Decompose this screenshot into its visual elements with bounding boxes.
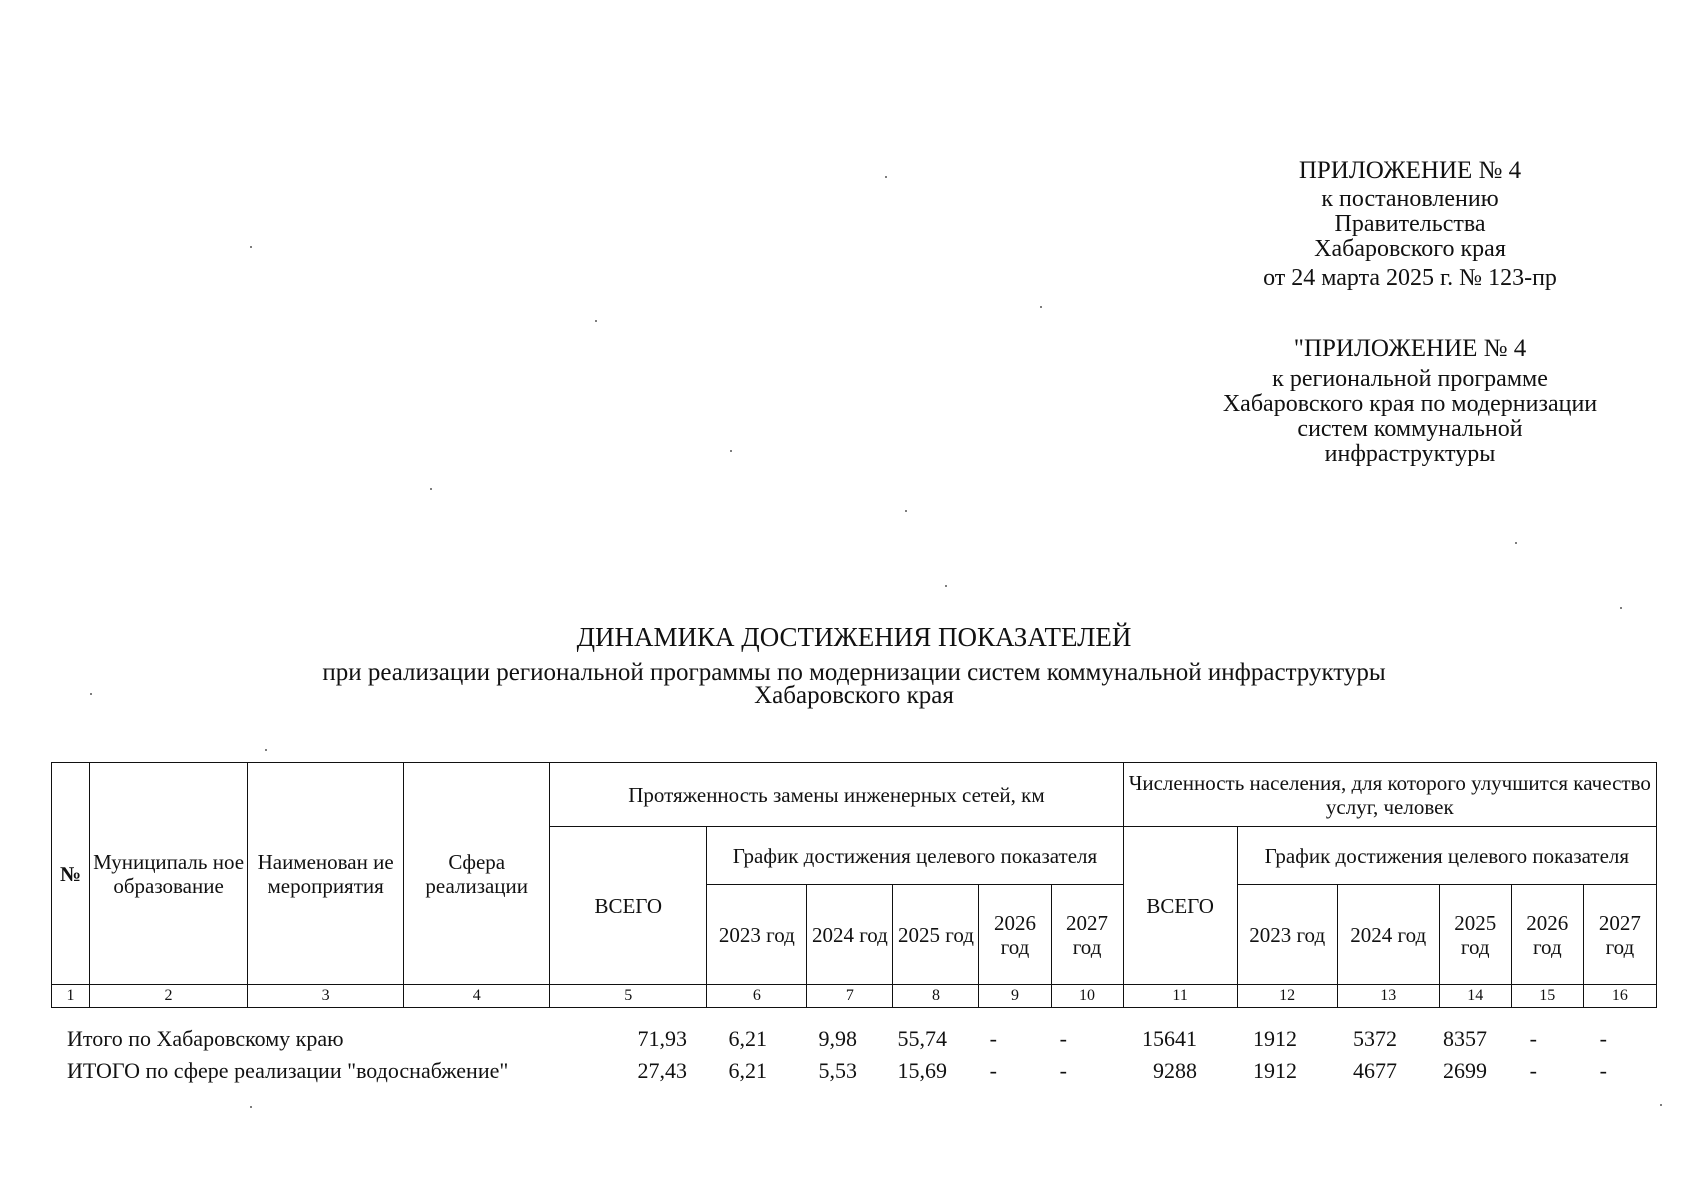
header-length-group: Протяженность замены инженерных сетей, км [550, 763, 1123, 827]
row-label: ИТОГО по сфере реализации "водоснабжение" [67, 1058, 509, 1083]
scan-speck [1515, 542, 1517, 544]
scan-speck [730, 450, 732, 452]
header-num: № [52, 763, 90, 985]
header-year: 2025 год [1439, 885, 1511, 985]
program-title: "ПРИЛОЖЕНИЕ № 4 [1293, 335, 1527, 362]
column-number: 9 [979, 985, 1051, 1008]
title-block [0, 621, 1708, 707]
subtitle-line: Хабаровского края [754, 682, 954, 709]
approval-title: ПРИЛОЖЕНИЕ № 4 [1298, 157, 1522, 184]
scan-speck [905, 510, 907, 512]
row-value: 1912 [1253, 1058, 1297, 1083]
column-number: 5 [550, 985, 707, 1008]
column-number: 4 [404, 985, 550, 1008]
scan-speck [250, 1106, 252, 1108]
header-population-total: ВСЕГО [1123, 827, 1237, 985]
subtitle-line: при реализации региональной программы по модернизации систем коммунальной инфраструктуры [322, 659, 1386, 686]
scan-speck [1660, 1104, 1662, 1106]
column-number: 3 [248, 985, 404, 1008]
column-number: 16 [1583, 985, 1656, 1008]
row-value: 55,74 [897, 1026, 947, 1051]
column-number: 13 [1337, 985, 1439, 1008]
column-number: 15 [1511, 985, 1583, 1008]
row-value: - [1529, 1026, 1537, 1051]
header-population-schedule: График достижения целевого показателя [1237, 827, 1656, 885]
header-sphere: Сфера реализации [404, 763, 550, 985]
document-title: ДИНАМИКА ДОСТИЖЕНИЯ ПОКАЗАТЕЛЕЙ [576, 622, 1132, 652]
row-value: 27,43 [637, 1058, 687, 1083]
row-value: 9,98 [818, 1026, 857, 1051]
approval-line: Правительства [1334, 211, 1486, 237]
column-number: 10 [1051, 985, 1123, 1008]
row-value: 15,69 [897, 1058, 947, 1083]
header-length-schedule: График достижения целевого показателя [707, 827, 1123, 885]
scan-speck [250, 246, 252, 248]
column-number: 6 [707, 985, 807, 1008]
row-value: 2699 [1443, 1058, 1487, 1083]
row-value: - [1059, 1026, 1067, 1051]
row-value: 6,21 [728, 1026, 767, 1051]
row-value: - [1599, 1026, 1607, 1051]
column-number: 7 [807, 985, 893, 1008]
row-value: 6,21 [728, 1058, 767, 1083]
row-value: - [989, 1058, 997, 1083]
approval-line: Хабаровского края [1314, 236, 1506, 262]
row-value: 5372 [1353, 1026, 1397, 1051]
column-number: 14 [1439, 985, 1511, 1008]
column-number: 2 [90, 985, 248, 1008]
scan-speck [265, 749, 267, 751]
approval-line: к постановлению [1321, 186, 1499, 212]
header-population-group: Численность населения, для которого улучшится качество услуг, человек [1123, 763, 1656, 827]
program-line: Хабаровского края по модернизации [1222, 391, 1598, 417]
header-year: 2023 год [707, 885, 807, 985]
row-value: 5,53 [818, 1058, 857, 1083]
scan-speck [90, 693, 92, 695]
approval-stamp [1200, 158, 1620, 291]
program-stamp [1200, 336, 1620, 467]
program-line: систем коммунальной [1297, 416, 1523, 442]
row-value: - [1059, 1058, 1067, 1083]
approval-date: от 24 марта 2025 г. № 123-пр [1263, 265, 1557, 291]
row-value: 9288 [1153, 1058, 1197, 1083]
row-value: 1912 [1253, 1026, 1297, 1051]
scan-speck [430, 488, 432, 490]
column-number: 11 [1123, 985, 1237, 1008]
column-number: 8 [893, 985, 979, 1008]
row-value: - [1599, 1058, 1607, 1083]
column-number: 1 [52, 985, 90, 1008]
header-year: 2026 год [1511, 885, 1583, 985]
header-year: 2025 год [893, 885, 979, 985]
program-line: инфраструктуры [1324, 441, 1496, 467]
header-measure: Наименован ие мероприятия [248, 763, 404, 985]
scan-speck [945, 585, 947, 587]
header-municipality: Муниципаль ное образование [90, 763, 248, 985]
header-year: 2023 год [1237, 885, 1337, 985]
indicators-table [51, 762, 1657, 1008]
scan-speck [1040, 306, 1042, 308]
row-value: - [1529, 1058, 1537, 1083]
row-value: - [989, 1026, 997, 1051]
scan-speck [1620, 607, 1622, 609]
header-year: 2026 год [979, 885, 1051, 985]
header-year: 2027 год [1583, 885, 1656, 985]
header-year: 2027 год [1051, 885, 1123, 985]
row-label: Итого по Хабаровскому краю [67, 1026, 344, 1051]
document-subtitle [0, 661, 1708, 707]
row-value: 4677 [1353, 1058, 1397, 1083]
header-year: 2024 год [1337, 885, 1439, 985]
column-number-row [52, 985, 1657, 1008]
column-number: 12 [1237, 985, 1337, 1008]
scan-speck [885, 176, 887, 178]
row-value: 8357 [1443, 1026, 1487, 1051]
row-value: 15641 [1142, 1026, 1197, 1051]
program-line: к региональной программе [1272, 366, 1548, 392]
header-year: 2024 год [807, 885, 893, 985]
scan-speck [595, 320, 597, 322]
row-value: 71,93 [637, 1026, 687, 1051]
header-length-total: ВСЕГО [550, 827, 707, 985]
